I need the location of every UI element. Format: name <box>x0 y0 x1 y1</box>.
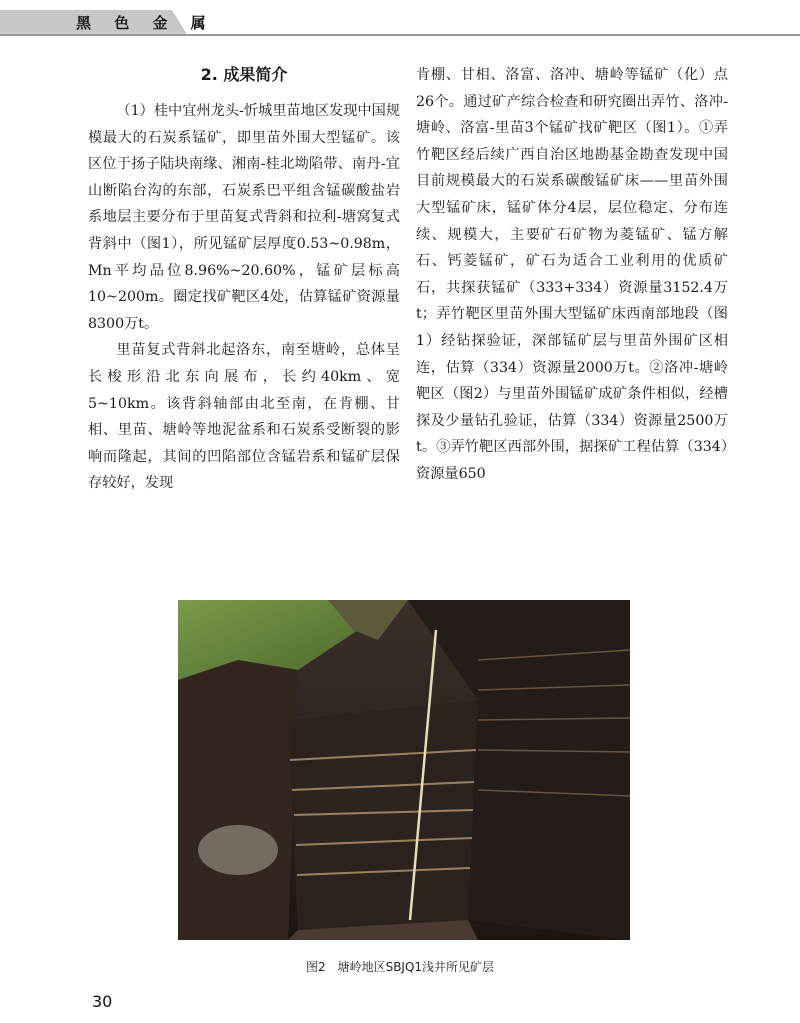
paragraph: （1）桂中宜州龙头-忻城里苗地区发现中国规模最大的石炭系锰矿，即里苗外围大型锰矿。该区位于扬子陆块南缘、湘南-桂北坳陷带、南丹-宜山断陷台沟的东部，石炭系巴平组含锰碳酸盐岩系地层主要分布于里苗复式背斜和拉利-塘窝复式背斜中（图1），所见锰矿层厚度0.53~0.98m，Mn平均品位8.96%~20.60%，锰矿层标高10~200m。圈定找矿靶区4处，估算锰矿资源量8300万t。 <box>88 103 400 332</box>
section-title: 2. 成果简介 <box>200 65 288 84</box>
paragraph-continued: 肯棚、甘相、洛富、洛冲、塘岭等锰矿（化）点26个。通过矿产综合检查和研究圈出弄竹、洛冲-塘岭、洛富-里苗3个锰矿找矿靶区（图1）。①弄竹靶区经后续广西自治区地勘基金勘查发现中国目前规模最大的石炭系碳酸锰矿床——里苗外围大型锰矿床，锰矿体分4层，层位稳定、分布连续、规模大，主要矿石矿物为菱锰矿、锰方解石、钙菱锰矿，矿石为适合工业利用的优质矿石，共探获锰矿（333+334）资源量3152.4万t；弄竹靶区里苗外围大型锰矿床西南部地段（图1）经钻探验证，深部锰矿层与里苗外围矿区相连，估算（334）资源量2000万t。②洛冲-塘岭靶区（图2）与里苗外围锰矿成矿条件相似，经槽探及少量钻孔验证，估算（334）资源量2500万t。③弄竹靶区西部外围，据探矿工程估算（334）资源量650 <box>416 67 728 482</box>
header-rule <box>0 34 800 36</box>
right-column <box>416 62 728 488</box>
shaft-photo <box>178 600 630 940</box>
page-number: 30 <box>92 992 113 1011</box>
figure-caption: 图2 塘岭地区SBJQ1浅井所见矿层 <box>305 960 495 974</box>
paragraph: 里苗复式背斜北起洛东，南至塘岭，总体呈长梭形沿北东向展布，长约40km、宽5~10km。该背斜轴部由北至南，在肯棚、甘相、里苗、塘岭等地泥盆系和石炭系受断裂的影响而隆起，其间的凹陷部位含锰岩系和锰矿层保存较好，发现 <box>88 342 400 492</box>
left-column <box>88 62 400 497</box>
journal-name: 黑 色 金 属 <box>76 14 215 32</box>
running-header <box>0 0 800 36</box>
